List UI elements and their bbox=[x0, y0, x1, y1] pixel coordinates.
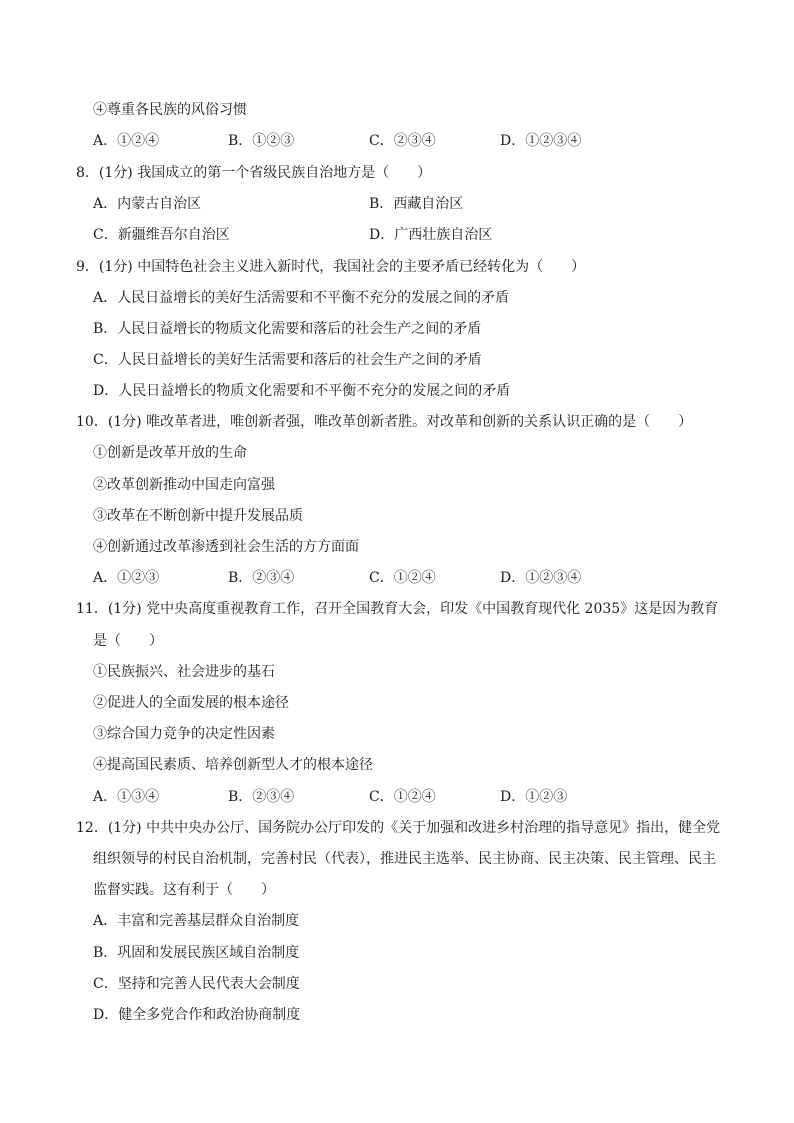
q11-option-a[interactable]: A．①③④ bbox=[93, 789, 160, 805]
q11-option-d[interactable]: D．①②③ bbox=[500, 789, 568, 805]
q9-option-a[interactable]: A．人民日益增长的美好生活需要和不平衡不充分的发展之间的矛盾 bbox=[93, 290, 510, 306]
q12-option-d[interactable]: D．健全多党合作和政治协商制度 bbox=[93, 1007, 301, 1023]
q7-options bbox=[0, 129, 794, 153]
q12-stem-line-3: 监督实践。这有利于（ ） bbox=[93, 882, 275, 898]
q7-option-b[interactable]: B．①②③ bbox=[228, 133, 295, 149]
q11-item-2: ②促进人的全面发展的根本途径 bbox=[93, 695, 289, 711]
q10-option-a[interactable]: A．①②③ bbox=[93, 570, 160, 586]
q10-item-3: ③改革在不断创新中提升发展品质 bbox=[93, 508, 303, 524]
q8-options-row1 bbox=[0, 192, 794, 216]
q12-option-c[interactable]: C．坚持和完善人民代表大会制度 bbox=[93, 976, 300, 992]
q11-item-1: ①民族振兴、社会进步的基石 bbox=[93, 664, 275, 680]
q9-option-d[interactable]: D．人民日益增长的物质文化需要和不平衡不充分的发展之间的矛盾 bbox=[93, 383, 511, 399]
q12-stem-line-1: 12．(1分) 中共中央办公厅、国务院办公厅印发的《关于加强和改进乡村治理的指导意见》指出，健全党 bbox=[76, 820, 721, 836]
q10-option-c[interactable]: C．①②④ bbox=[369, 570, 436, 586]
q10-option-d[interactable]: D．①②③④ bbox=[500, 570, 582, 586]
q11-options bbox=[0, 785, 794, 809]
q8-stem: 8．(1分) 我国成立的第一个省级民族自治地方是（ ） bbox=[76, 165, 432, 181]
q12-stem-line-2: 组织领导的村民自治机制，完善村民（代表），推进民主选举、民主协商、民主决策、民主管理、民主 bbox=[93, 851, 716, 867]
q11-item-4: ④提高国民素质、培养创新型人才的根本途径 bbox=[93, 757, 373, 773]
q12-option-b[interactable]: B．巩固和发展民族区域自治制度 bbox=[93, 945, 300, 961]
q10-options bbox=[0, 566, 794, 590]
q11-option-c[interactable]: C．①②④ bbox=[369, 789, 436, 805]
q11-stem-line-1: 11．(1分) 党中央高度重视教育工作，召开全国教育大会，印发《中国教育现代化 2035》这是因为教育 bbox=[76, 601, 719, 617]
q7-option-d[interactable]: D．①②③④ bbox=[500, 133, 582, 149]
q8-option-a[interactable]: A．内蒙古自治区 bbox=[93, 196, 202, 212]
q10-item-4: ④创新通过改革渗透到社会生活的方方面面 bbox=[93, 539, 359, 555]
q7-item-4: ④尊重各民族的风俗习惯 bbox=[93, 102, 247, 118]
q7-option-c[interactable]: C．②③④ bbox=[369, 133, 436, 149]
q10-stem: 10．(1分) 唯改革者进，唯创新者强，唯改革创新者胜。对改革和创新的关系认识正确的是（ ） bbox=[76, 414, 693, 430]
q8-option-b[interactable]: B．西藏自治区 bbox=[369, 196, 464, 212]
q9-option-b[interactable]: B．人民日益增长的物质文化需要和落后的社会生产之间的矛盾 bbox=[93, 321, 482, 337]
q10-option-b[interactable]: B．②③④ bbox=[228, 570, 295, 586]
q9-option-c[interactable]: C．人民日益增长的美好生活需要和落后的社会生产之间的矛盾 bbox=[93, 352, 482, 368]
q9-stem: 9．(1分) 中国特色社会主义进入新时代，我国社会的主要矛盾已经转化为（ ） bbox=[76, 259, 586, 275]
q10-item-1: ①创新是改革开放的生命 bbox=[93, 445, 247, 461]
q8-option-c[interactable]: C．新疆维吾尔自治区 bbox=[93, 227, 230, 243]
q8-options-row2 bbox=[0, 223, 794, 247]
q8-option-d[interactable]: D．广西壮族自治区 bbox=[369, 227, 493, 243]
q7-option-a[interactable]: A．①②④ bbox=[93, 133, 160, 149]
q11-stem-line-2: 是（ ） bbox=[93, 633, 163, 649]
q12-option-a[interactable]: A．丰富和完善基层群众自治制度 bbox=[93, 913, 300, 929]
q11-option-b[interactable]: B．②③④ bbox=[228, 789, 295, 805]
q11-item-3: ③综合国力竞争的决定性因素 bbox=[93, 726, 275, 742]
q10-item-2: ②改革创新推动中国走向富强 bbox=[93, 477, 275, 493]
